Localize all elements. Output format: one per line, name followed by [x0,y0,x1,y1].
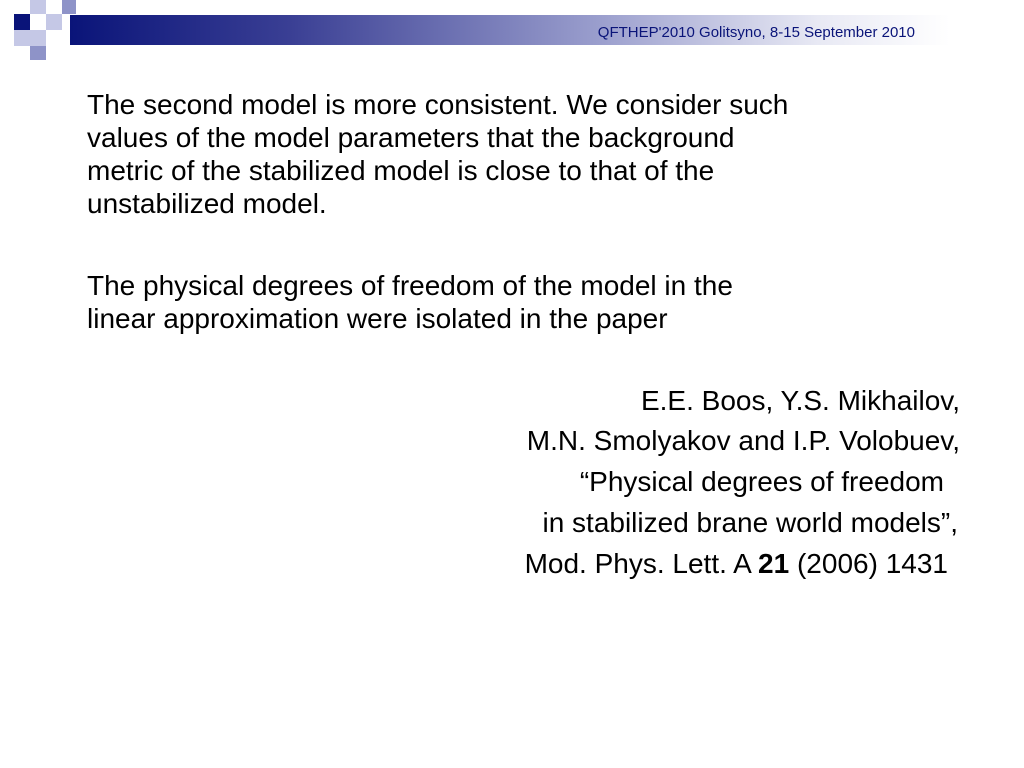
reference-journal: Mod. Phys. Lett. A [524,548,751,579]
paragraph-1 [87,88,967,220]
decor-square [30,0,46,14]
paragraph-2 [87,269,967,335]
decor-square [14,14,30,30]
reference-authors-line: M.N. Smolyakov and I.P. Volobuev, [526,425,960,456]
reference-year-page: (2006) 1431 [796,548,948,579]
decor-square [62,0,76,14]
decor-square [30,46,46,60]
paragraph-line: unstabilized model. [87,188,327,219]
conference-header: QFTHEP'2010 Golitsyno, 8-15 September 2010 [597,24,915,41]
decor-square [14,30,30,46]
reference-title-line: “Physical degrees of freedom [579,466,944,497]
paragraph-line: The physical degrees of freedom of the model in the [87,270,733,301]
paragraph-line: values of the model parameters that the background [87,122,735,153]
reference-volume: 21 [758,548,790,579]
paragraph-line: linear approximation were isolated in the paper [87,303,668,334]
reference-title-line: in stabilized brane world models”, [542,507,958,538]
paragraph-line: metric of the stabilized model is close to that of the [87,155,715,186]
reference-authors-line: E.E. Boos, Y.S. Mikhailov, [640,385,960,416]
paragraph-line: The second model is more consistent. We consider such [87,89,789,120]
decor-square [30,30,46,46]
reference-citation [0,547,948,580]
decor-square [46,14,62,30]
